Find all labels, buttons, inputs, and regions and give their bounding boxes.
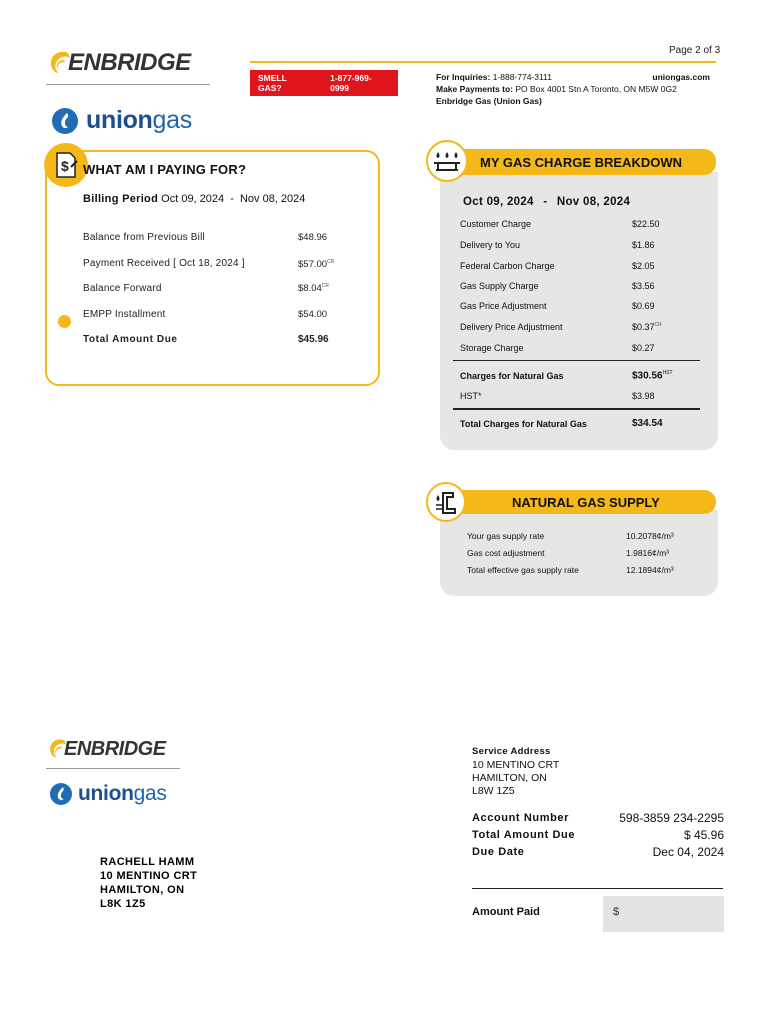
payments-label: Make Payments to: [436, 84, 513, 94]
credit-marker: CR [321, 283, 330, 289]
hst-marker: HST [662, 370, 673, 376]
billing-period-label: Billing Period [83, 193, 159, 205]
amount-paid-currency: $ [613, 906, 620, 918]
breakdown-title: MY GAS CHARGE BREAKDOWN [480, 154, 682, 170]
pay-row-amount: $8.04 [298, 283, 322, 295]
charge-label: Gas Supply Charge [460, 281, 539, 291]
logo-divider [46, 84, 210, 85]
mailing-street: 10 MENTINO CRT [100, 870, 198, 882]
mailing-name: RACHELL HAMM [100, 856, 195, 868]
enbridge-wordmark: ENBRIDGE [68, 49, 191, 76]
empp-bullet-icon [58, 315, 71, 328]
total-due-value: $45.96 [298, 334, 329, 345]
amount-paid-input[interactable] [603, 896, 724, 932]
logo-divider [46, 768, 180, 769]
charge-value: $22.50 [632, 219, 660, 229]
charge-value: $0.27 [632, 343, 655, 353]
subtotal-label: Charges for Natural Gas [460, 371, 564, 381]
charge-value: $3.56 [632, 281, 655, 291]
supply-title: NATURAL GAS SUPPLY [512, 494, 660, 510]
service-street: 10 MENTINO CRT [472, 759, 560, 771]
billing-period-sep: - [230, 193, 234, 205]
account-number-value: 598-3859 234-2295 [619, 811, 724, 825]
supply-value: 10.2078¢/m³ [626, 531, 674, 541]
smell-gas-label: SMELL GAS? [258, 73, 287, 93]
payments-line [436, 83, 716, 95]
service-address [472, 746, 559, 798]
pay-row-label: Payment Received [ Oct 18, 2024 ] [83, 258, 245, 269]
dollar-document-icon [44, 143, 88, 187]
service-city: HAMILTON, ON [472, 772, 547, 784]
website-link[interactable]: uniongas.com [652, 72, 710, 82]
due-date-value: Dec 04, 2024 [652, 845, 724, 859]
total-charges-label: Total Charges for Natural Gas [460, 419, 587, 429]
union-wordmark [86, 106, 192, 135]
mailing-postal: L8K 1Z5 [100, 898, 146, 910]
pay-row-value [298, 283, 329, 294]
union-flame-icon [50, 783, 72, 805]
credit-marker: CR [327, 259, 335, 265]
amount-due-label: Total Amount Due [472, 829, 576, 841]
breakdown-period [463, 196, 630, 208]
union-prefix: union [78, 782, 134, 805]
credit-marker: CR [654, 322, 662, 328]
charge-value: $2.05 [632, 261, 655, 271]
inquiries-phone[interactable]: 1-888-774-3111 [492, 72, 552, 82]
mailing-address [100, 855, 197, 911]
breakdown-period-start: Oct 09, 2024 [463, 196, 534, 208]
charge-label: Delivery to You [460, 240, 521, 250]
pay-row-value: $48.96 [298, 232, 328, 243]
total-due-label: Total Amount Due [83, 334, 178, 345]
gas-pipe-icon [426, 482, 466, 522]
charge-value: $1.86 [632, 240, 655, 250]
amount-paid-label: Amount Paid [472, 906, 540, 918]
stub-divider [472, 888, 723, 889]
charge-amount: $0.37 [632, 322, 655, 332]
subtotal-amount: $30.56 [632, 370, 663, 382]
breakdown-period-end: Nov 08, 2024 [556, 196, 631, 208]
charge-label: Gas Price Adjustment [460, 301, 547, 311]
uniongas-logo-bottom [50, 782, 167, 806]
pay-row-label: EMPP Installment [83, 309, 166, 320]
header-gold-line [250, 61, 716, 63]
pay-row-label: Balance Forward [83, 283, 162, 294]
charge-label: Storage Charge [460, 343, 524, 353]
enbridge-logo-top [46, 48, 216, 85]
union-prefix: union [86, 106, 153, 134]
charge-label: Delivery Price Adjustment [460, 322, 563, 332]
account-number-label: Account Number [472, 812, 570, 824]
smell-gas-phone[interactable]: 1-877-969-0999 [330, 73, 372, 93]
paying-for-title: WHAT AM I PAYING FOR? [83, 162, 247, 177]
supply-label: Gas cost adjustment [467, 548, 545, 558]
inquiries-line [436, 71, 716, 83]
uniongas-logo-top [52, 106, 192, 135]
due-date-label: Due Date [472, 846, 525, 858]
supply-value: 1.9816¢/m³ [626, 548, 669, 558]
pay-row-label: Balance from Previous Bill [83, 232, 205, 243]
company-name: Enbridge Gas (Union Gas) [436, 96, 542, 106]
total-charges-value: $34.54 [632, 418, 663, 429]
breakdown-period-sep: - [543, 196, 548, 208]
supply-header [446, 490, 716, 514]
svg-text:$: $ [61, 158, 69, 174]
enbridge-logo-bottom [46, 736, 186, 769]
mailing-city: HAMILTON, ON [100, 884, 185, 896]
supply-label: Total effective gas supply rate [467, 565, 579, 575]
union-wordmark [78, 782, 167, 806]
hst-label: HST* [460, 391, 482, 401]
charge-value: $0.69 [632, 301, 655, 311]
inquiries-block [436, 71, 716, 107]
breakdown-divider [453, 408, 700, 410]
charge-value [632, 322, 662, 332]
breakdown-header [446, 149, 716, 175]
payments-address: PO Box 4001 Stn A Toronto, ON M5W 0G2 [515, 84, 677, 94]
service-address-label: Service Address [472, 746, 551, 757]
subtotal-value [632, 370, 673, 381]
pay-row-value: $54.00 [298, 309, 328, 320]
pay-row-value [298, 259, 334, 270]
smell-gas-banner [250, 70, 398, 96]
inquiries-label: For Inquiries: [436, 72, 491, 82]
hst-value: $3.98 [632, 391, 655, 401]
page-number: Page 2 of 3 [669, 45, 721, 56]
enbridge-wordmark: ENBRIDGE [64, 737, 166, 760]
supply-label: Your gas supply rate [467, 531, 545, 541]
billing-period-end: Nov 08, 2024 [239, 193, 306, 205]
union-suffix: gas [152, 106, 192, 134]
supply-value: 12.1894¢/m³ [626, 565, 674, 575]
amount-due-value: $ 45.96 [683, 828, 724, 842]
union-suffix: gas [133, 782, 167, 805]
pay-row-amount: $57.00 [298, 259, 328, 271]
gas-flame-icon [426, 140, 468, 182]
enbridge-logo-row [46, 48, 216, 78]
union-flame-icon [52, 108, 78, 134]
charge-label: Federal Carbon Charge [460, 261, 555, 271]
billing-period-start: Oct 09, 2024 [161, 193, 225, 205]
charge-label: Customer Charge [460, 219, 532, 229]
billing-period [83, 193, 305, 205]
enbridge-logo-row [46, 736, 186, 762]
service-postal: L8W 1Z5 [472, 785, 515, 797]
breakdown-divider [453, 360, 700, 361]
